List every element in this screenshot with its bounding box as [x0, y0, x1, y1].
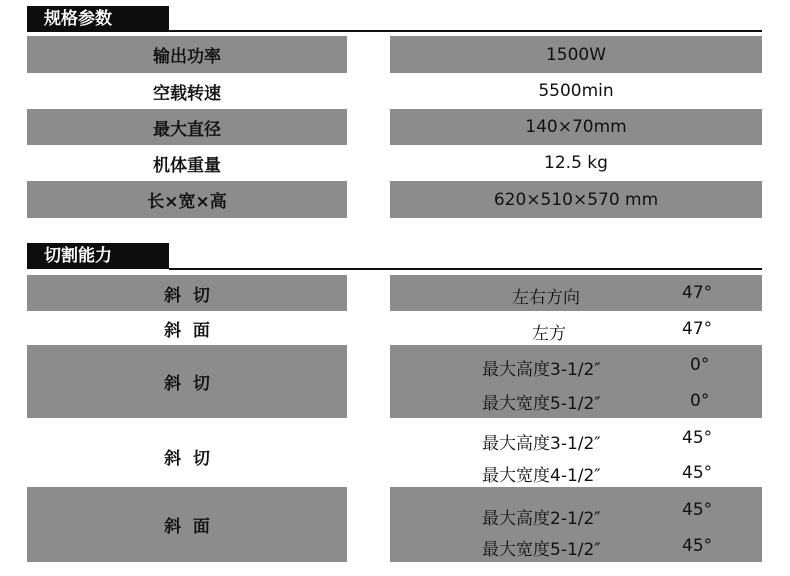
- cut-value-1: [390, 275, 762, 311]
- spec-label-weight: 机体重量: [153, 155, 221, 176]
- cut-label-5: 斜 面: [27, 487, 347, 562]
- spec-label-power: 输出功率: [27, 36, 347, 73]
- cut-5-line-1-text: 最大高度2-1/2″: [482, 509, 601, 529]
- cut-1-line-1-text: 左右方向: [512, 288, 580, 308]
- cut-4-line-1-text: 最大高度3-1/2″: [482, 434, 601, 454]
- cutting-section-rule: [169, 268, 762, 270]
- spec-value-speed: 5500min: [538, 81, 614, 101]
- cut-1-line-1-deg: 47°: [682, 283, 713, 303]
- cutting-section-title: 切割能力: [27, 243, 169, 269]
- spec-label-dimensions: 长×宽×高: [27, 181, 347, 218]
- cut-5-line-2-deg: 45°: [682, 536, 713, 556]
- spec-label-speed: 空载转速: [153, 83, 221, 104]
- cut-label-4: 斜 切: [164, 449, 210, 469]
- cut-value-5: [390, 487, 762, 562]
- cut-3-line-1-text: 最大高度3-1/2″: [482, 360, 601, 380]
- spec-value-dimensions: 620×510×570 mm: [390, 181, 762, 218]
- cut-4-line-2-deg: 45°: [682, 463, 713, 483]
- cut-5-line-1-deg: 45°: [682, 500, 713, 520]
- cut-label-2: 斜 面: [164, 320, 210, 341]
- spec-value-weight: 12.5 kg: [544, 153, 608, 173]
- cut-5-line-2-text: 最大宽度5-1/2″: [482, 540, 601, 560]
- cut-label-3: 斜 切: [27, 345, 347, 418]
- specs-section-title: 规格参数: [27, 6, 169, 32]
- spec-label-diameter: 最大直径: [27, 109, 347, 145]
- cut-2-line-1-text: 左方: [532, 324, 566, 344]
- cut-4-line-1-deg: 45°: [682, 428, 713, 448]
- spec-value-diameter: 140×70mm: [390, 109, 762, 145]
- cut-label-1: 斜 切: [27, 275, 347, 311]
- spec-value-power: 1500W: [390, 36, 762, 73]
- cut-value-4: [390, 420, 762, 484]
- cut-2-line-1-deg: 47°: [682, 319, 713, 339]
- cut-value-3: [390, 345, 762, 418]
- cut-3-line-2-text: 最大宽度5-1/2″: [482, 394, 601, 414]
- specs-section-rule: [169, 30, 762, 32]
- cut-3-line-1-deg: 0°: [690, 355, 710, 375]
- cut-3-line-2-deg: 0°: [690, 391, 710, 411]
- cut-4-line-2-text: 最大宽度4-1/2″: [482, 466, 601, 486]
- cut-value-2: [390, 311, 762, 345]
